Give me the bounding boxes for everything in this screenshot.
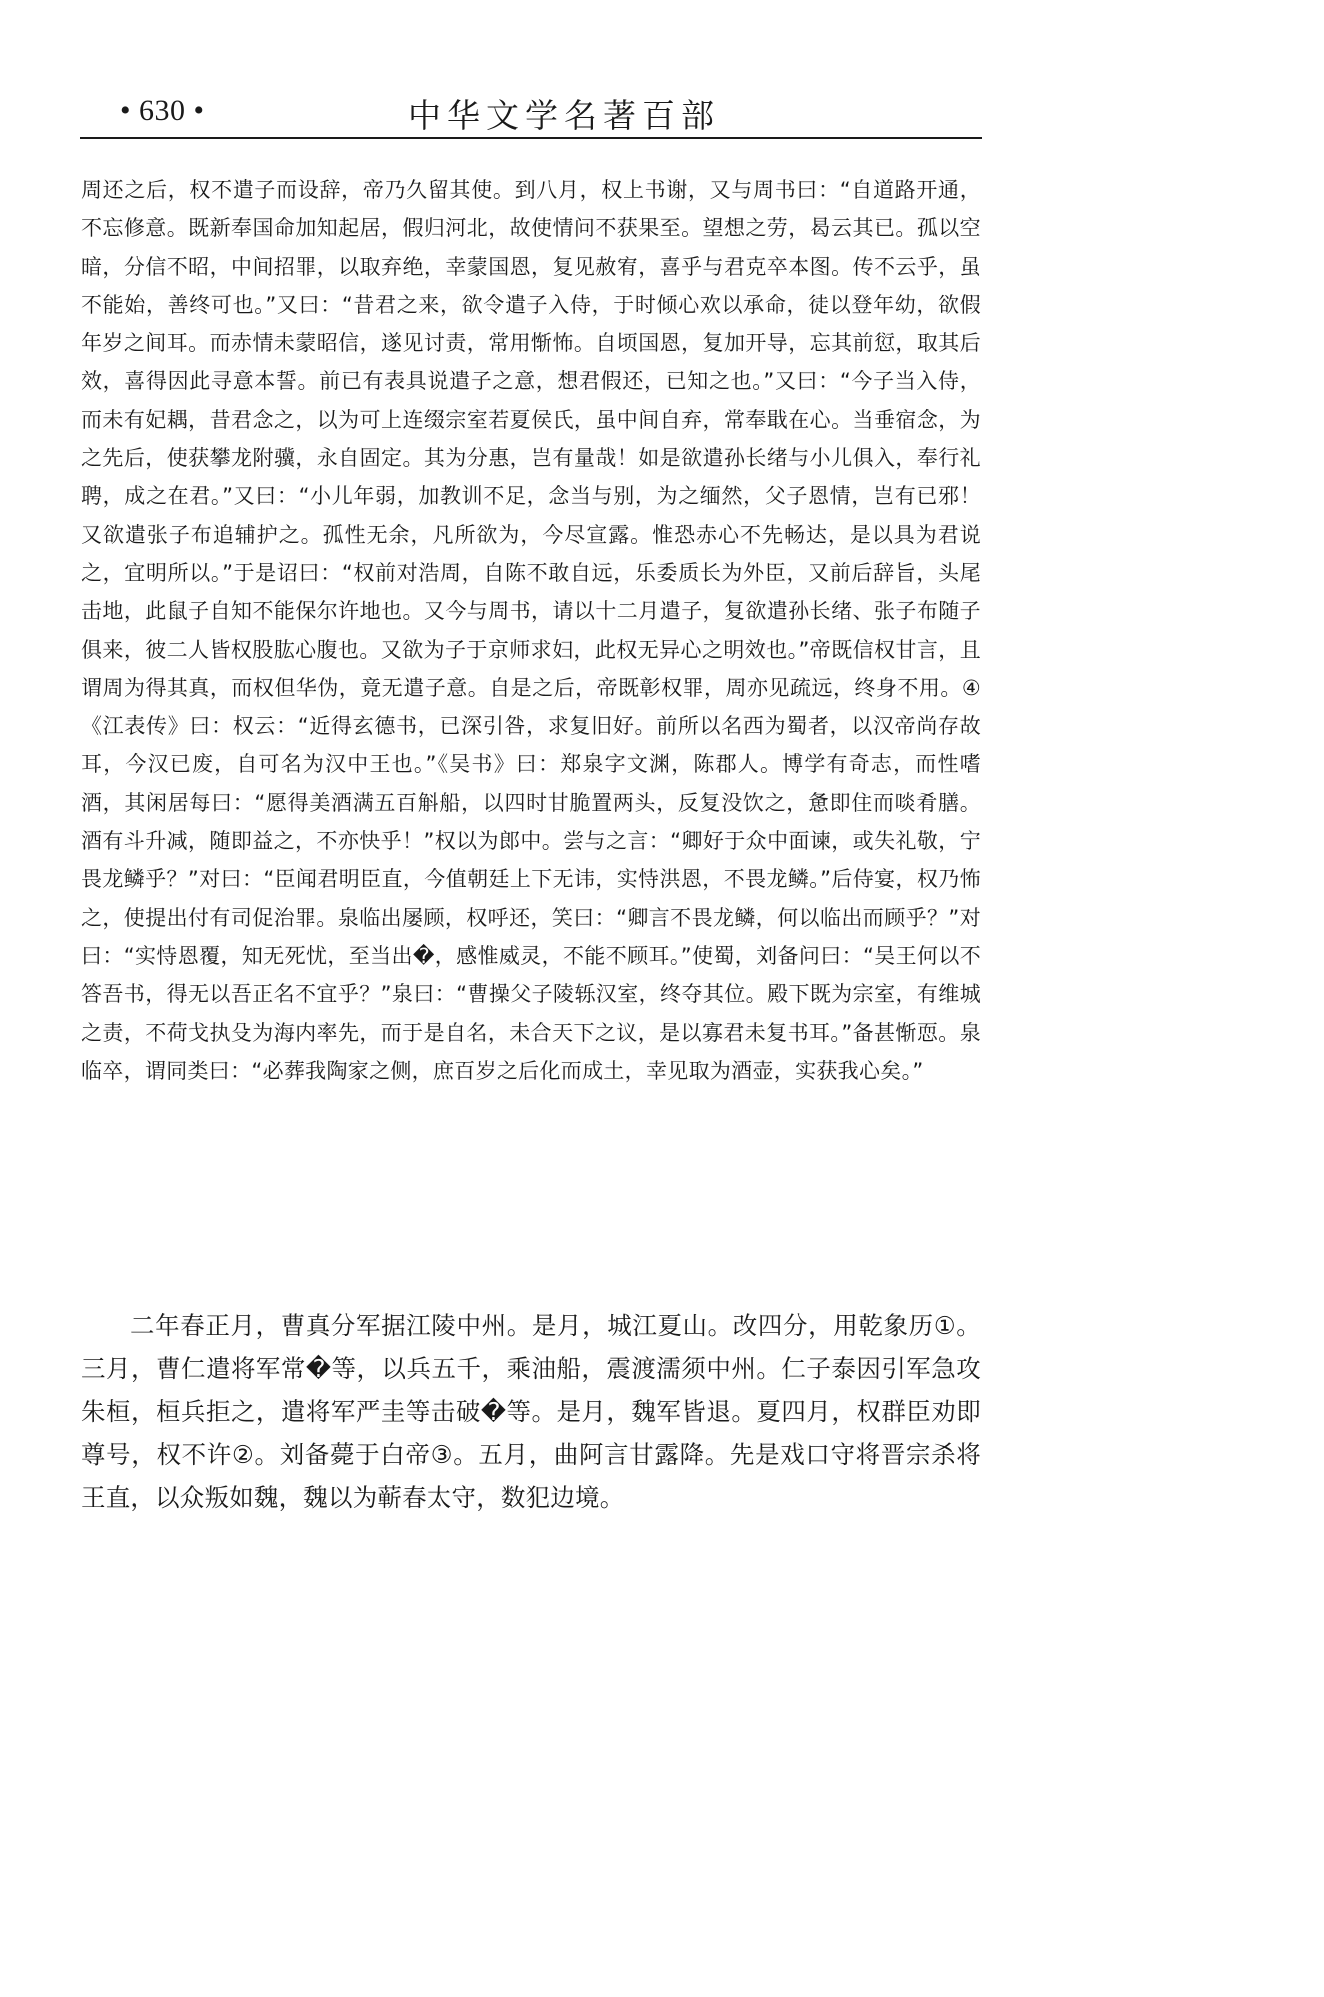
annotation-text: 周还之后，权不遣子而设辞，帝乃久留其使。到八月，权上书谢，又与周书曰：“自道路开通，不忘修意。既新奉国命加知起居，假归河北，故使情问不获果至。望想之劳，曷云其已。孤以空暗，分信不昭，中间招罪，以取弃绝，幸蒙国恩，复见赦宥，喜乎与君克卒本图。传不云乎，虽不能始，善终可也。”又曰：“昔君之来，欲令遣子入侍，于时倾心欢以承命，徒以登年幼，欲假年岁之间耳。而赤情未蒙昭信，遂见讨责，常用惭怖。自顷国恩，复加开导，忘其前愆，取其后效，喜得因此寻意本誓。前已有表具说遣子之意，想君假还，已知之也。”又曰：“今子当入侍，而未有妃耦，昔君念之，以为可上连缀宗室若夏侯氏，虽中间自弃，常奉戢在心。当垂宿念，为之先后，使获攀龙附骥，永自固定。其为分惠，岂有量哉！如是欲遣孙长绪与小儿俱入，奉行礼聘，成之在君。”又曰：“小儿年弱，加教训不足，念当与别，为之缅然，父子恩情，岂有已邪！又欲遣张子布追辅护之。孤性无余，凡所欲为，今尽宣露。惟恐赤心不先畅达，是以具为君说之，宜明所以。”于是诏曰：“权前对浩周，自陈不敢自远，乐委质长为外臣，又前后辞旨，头尾击地，此鼠子自知不能保尔许地也。又今与周书，请以十二月遣子，复欲遣孙长绪、张子布随子俱来，彼二人皆权股肱心腹也。又欲为子于京师求妇，此权无异心之明效也。”帝既信权甘言，且谓周为得其真，而权但华伪，竟无遣子意。自是之后，帝既彰权罪，周亦见疏远，终身不用。④《江表传》曰：权云：“近得玄德书，已深引咎，求复旧好。前所以名西为蜀者，以汉帝尚存故耳，今汉已废，自可名为汉中王也。”《吴书》曰：郑泉字文渊，陈郡人。博学有奇志，而性嗜酒，其闲居每曰：“愿得美酒满五百斛船，以四时甘脆置两头，反复没饮之，惫即住而啖肴膳。酒有斗升减，随即益之，不亦快乎！”权以为郎中。尝与之言：“卿好于众中面谏，或失礼敬，宁畏龙鳞乎？”对曰：“臣闻君明臣直，今值朝廷上下无讳，实恃洪恩，不畏龙鳞。”后侍宴，权乃怖之，使提出付有司促治罪。泉临出屡顾，权呼还，笑曰：“卿言不畏龙鳞，何以临出而顾乎？”对曰：“实恃恩覆，知无死忧，至当出�，感惟威灵，不能不顾耳。”使蜀，刘备问曰：“吴王何以不答吾书，得无以吾正名不宜乎？”泉曰：“曹操父子陵轹汉室，终夺其位。殿下既为宗室，有维城之责，不荷戈执殳为海内率先，而于是自名，未合天下之议，是以寡君未复书耳。”备甚惭恧。泉临卒，谓同类曰：“必葬我陶家之侧，庶百岁之后化而成土，幸见取为酒壶，实获我心矣。” — [81, 178, 981, 1083]
main-text: 二年春正月，曹真分军据江陵中州。是月，城江夏山。改四分，用乾象历①。三月，曹仁遣将军常�等，以兵五千，乘油船，震渡濡须中州。仁子泰因引军急攻朱桓，桓兵拒之，遣将军严圭等击破�等。是月，魏军皆退。夏四月，权群臣劝即尊号，权不许②。刘备薨于白帝③。五月，曲阿言甘露降。先是戏口守将晋宗杀将王直，以众叛如魏，魏以为蕲春太守，数犯边境。 — [81, 1311, 981, 1512]
page-number: • 630 • — [120, 94, 205, 127]
running-title: 中华文学名著百部 — [408, 96, 720, 135]
header-rule — [80, 137, 982, 139]
page-header — [80, 88, 982, 138]
